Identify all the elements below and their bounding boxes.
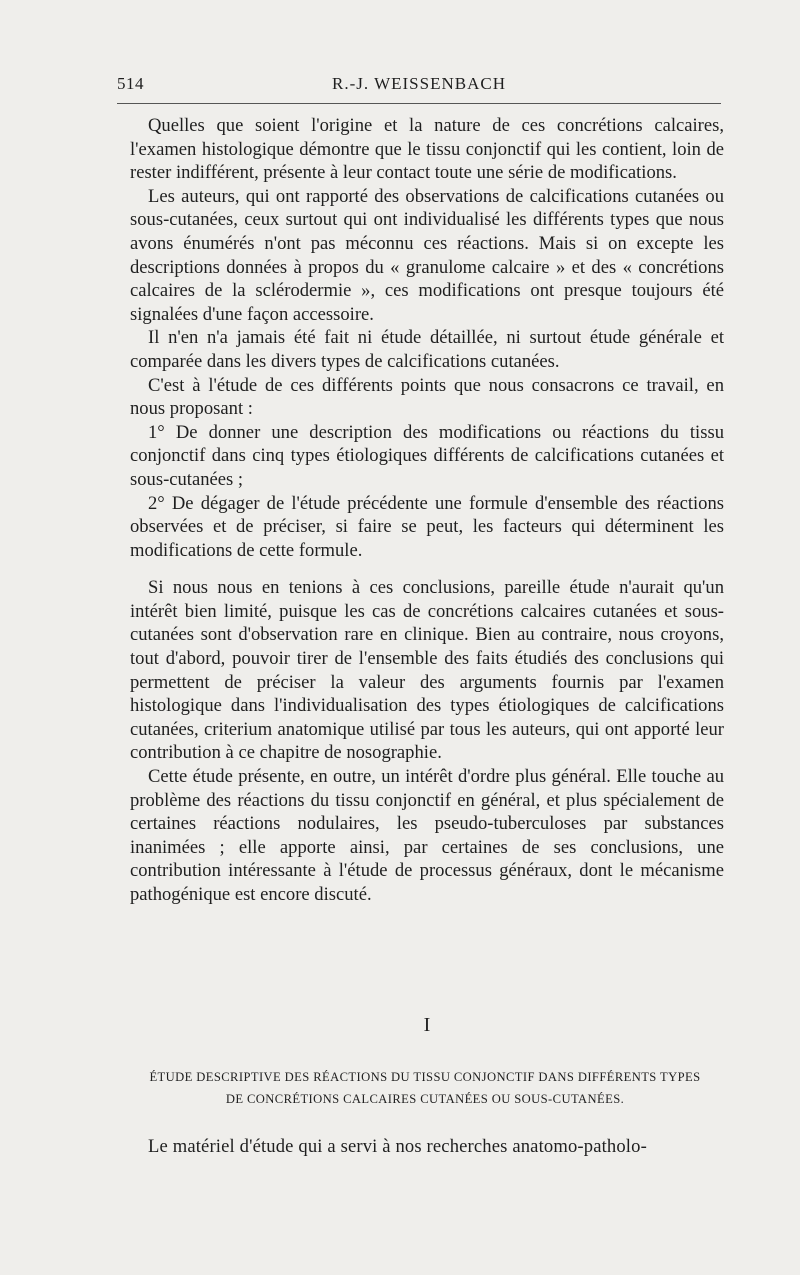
section-title-line-2: DE CONCRÉTIONS CALCAIRES CUTANÉES OU SOUS-CUTANÉES. bbox=[225, 1092, 625, 1106]
paragraph-6: 2° De dégager de l'étude précédente une formule d'ensemble des réactions observées et de préciser, si faire se peut, les facteurs qui déterminent les modifications de cette formule. bbox=[130, 492, 724, 561]
body-text bbox=[130, 114, 724, 907]
section-first-line: Le matériel d'étude qui a servi à nos recherches anatomo-patholo- bbox=[148, 1136, 647, 1157]
paragraph-2: Les auteurs, qui ont rapporté des observations de calcifications cutanées ou sous-cutanées, ceux surtout qui ont individualisé les différents types que nous avons énumérés n'ont pas méconnu ces réactions. Mais si on excepte les descriptions données à propos du « granulome calcaire » et des « concrétions calcaires de la sclérodermie », ces modifications ont presque toujours été signalées d'une façon accessoire. bbox=[130, 185, 724, 325]
paragraph-3: Il n'en n'a jamais été fait ni étude détaillée, ni surtout étude générale et comparée dans les divers types de calcifications cutanées. bbox=[130, 327, 724, 372]
paragraph-5: 1° De donner une description des modifications ou réactions du tissu conjonctif dans cinq types étiologiques différents de calcifications cutanées et sous-cutanées ; bbox=[130, 421, 724, 490]
section-number: I bbox=[423, 1014, 431, 1036]
paragraph-8: Cette étude présente, en outre, un intérêt d'ordre plus général. Elle touche au problème des réactions du tissu conjonctif en général, et plus spécialement de certaines réactions nodulaires, les pseudo-tuberculoses par substances inanimées ; elle apporte ainsi, par certaines de ses conclusions, une contribution intéressante à l'étude de processus généraux, dont le mécanisme pathogénique est encore discuté. bbox=[130, 766, 724, 905]
header-rule bbox=[117, 103, 721, 104]
section-title bbox=[120, 1066, 730, 1110]
paragraph-7: Si nous nous en tenions à ces conclusions, pareille étude n'aurait qu'un intérêt bien limité, puisque les cas de concrétions calcaires cutanées et sous-cutanées sont d'observation rare en clinique. Bien au contraire, nous croyons, tout d'abord, pouvoir tirer de l'ensemble des faits étudiés des conclusions qui permettent de préciser la valeur des arguments fournis par l'examen histologique dans l'individualisation des types étiologiques de calcifications cutanées, criterium anatomique utilisé par tous les auteurs, qui ont apporté leur contribution à ce chapitre de nosographie. bbox=[130, 577, 724, 764]
paragraph-4: C'est à l'étude de ces différents points que nous consacrons ce travail, en nous proposant : bbox=[130, 374, 724, 420]
section-title-line-1: ÉTUDE DESCRIPTIVE DES RÉACTIONS DU TISSU CONJONCTIF DANS DIFFÉRENTS TYPES bbox=[149, 1070, 701, 1084]
running-head bbox=[117, 68, 721, 98]
page-number: 514 bbox=[117, 74, 144, 93]
running-title: R.-J. WEISSENBACH bbox=[332, 74, 506, 93]
paragraph-1: Quelles que soient l'origine et la nature de ces concrétions calcaires, l'examen histologique démontre que le tissu conjonctif qui les contient, loin de rester indifférent, présente à leur contact toute une série de modifications. bbox=[130, 115, 724, 184]
